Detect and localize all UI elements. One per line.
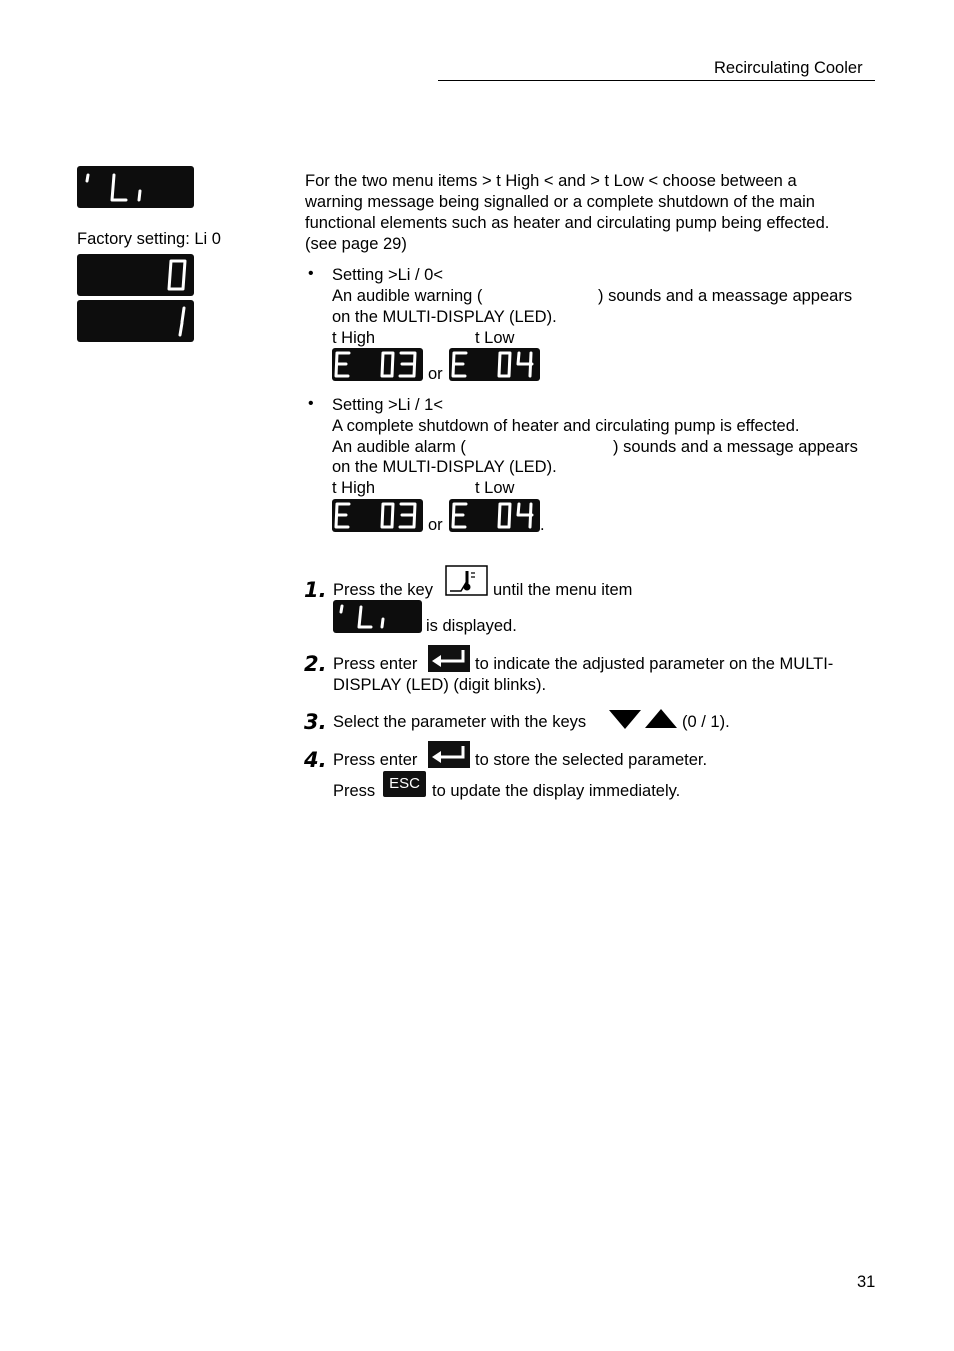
setting1-period: . <box>540 516 545 534</box>
setting1-title: Setting >Li / 1< <box>332 396 443 414</box>
setting1-line2a: An audible alarm ( <box>332 438 466 456</box>
step4-text-c: Press <box>333 782 376 800</box>
down-arrow-key-icon[interactable] <box>609 710 641 730</box>
enter-key-icon[interactable] <box>428 645 470 672</box>
step4-text-a: Press enter <box>333 751 418 769</box>
header-rule <box>438 80 875 81</box>
intro-line-3: functional elements such as heater and circulating pump being effected. <box>305 214 830 232</box>
setting0-t-high-label: t High <box>332 329 376 347</box>
led-display-value-1 <box>77 300 194 342</box>
setting1-t-low-label: t Low <box>475 479 515 497</box>
setting1-line3: on the MULTI-DISPLAY (LED). <box>332 458 557 476</box>
step-number-3: 3. <box>304 710 327 734</box>
setting0-or: or <box>428 365 443 383</box>
step2-text-c: DISPLAY (LED) (digit blinks). <box>333 676 547 694</box>
esc-key-button[interactable]: ESC <box>383 771 426 797</box>
setting1-line1: A complete shutdown of heater and circulating pump is effected. <box>332 417 800 435</box>
led-display-value-0 <box>77 254 194 296</box>
setting1-t-high-label: t High <box>332 479 376 497</box>
led-display-e04 <box>449 499 540 532</box>
led-display-li <box>77 166 194 208</box>
intro-line-1: For the two menu items > t High < and > t Low < choose between a <box>305 172 797 190</box>
step3-text-b: (0 / 1). <box>682 713 730 731</box>
factory-setting-label: Factory setting: Li 0 <box>77 230 221 248</box>
bullet-dot: • <box>308 395 314 412</box>
step1-text-c: is displayed. <box>426 617 517 635</box>
setting0-t-low-label: t Low <box>475 329 515 347</box>
setting1-or: or <box>428 516 443 534</box>
setting0-line1b: ) sounds and a meassage appears <box>598 287 853 305</box>
step3-text-a: Select the parameter with the keys <box>333 713 587 731</box>
led-display-e03 <box>332 348 423 381</box>
thermometer-limit-key-icon[interactable] <box>445 565 488 596</box>
setting0-line1a: An audible warning ( <box>332 287 483 305</box>
page-number: 31 <box>857 1273 876 1291</box>
step4-text-b: to store the selected parameter. <box>475 751 708 769</box>
enter-key-icon[interactable] <box>428 741 470 768</box>
led-display-e04 <box>449 348 540 381</box>
led-display-li-small <box>333 600 422 633</box>
up-arrow-key-icon[interactable] <box>645 709 677 729</box>
step4-text-d: to update the display immediately. <box>432 782 681 800</box>
led-display-e03 <box>332 499 423 532</box>
step-number-2: 2. <box>304 652 327 676</box>
step2-text-a: Press enter <box>333 655 418 673</box>
running-header: Recirculating Cooler <box>714 59 863 77</box>
step1-text-a: Press the key <box>333 581 433 599</box>
step2-text-b: to indicate the adjusted parameter on the MULTI- <box>475 655 834 673</box>
intro-line-2: warning message being signalled or a complete shutdown of the main <box>305 193 815 211</box>
step1-text-b: until the menu item <box>493 581 633 599</box>
step-number-4: 4. <box>304 748 327 772</box>
intro-line-4: (see page 29) <box>305 235 407 253</box>
setting1-line2b: ) sounds and a message appears <box>613 438 858 456</box>
bullet-dot: • <box>308 265 314 282</box>
setting0-line2: on the MULTI-DISPLAY (LED). <box>332 308 557 326</box>
step-number-1: 1. <box>304 578 327 602</box>
setting0-title: Setting >Li / 0< <box>332 266 443 284</box>
